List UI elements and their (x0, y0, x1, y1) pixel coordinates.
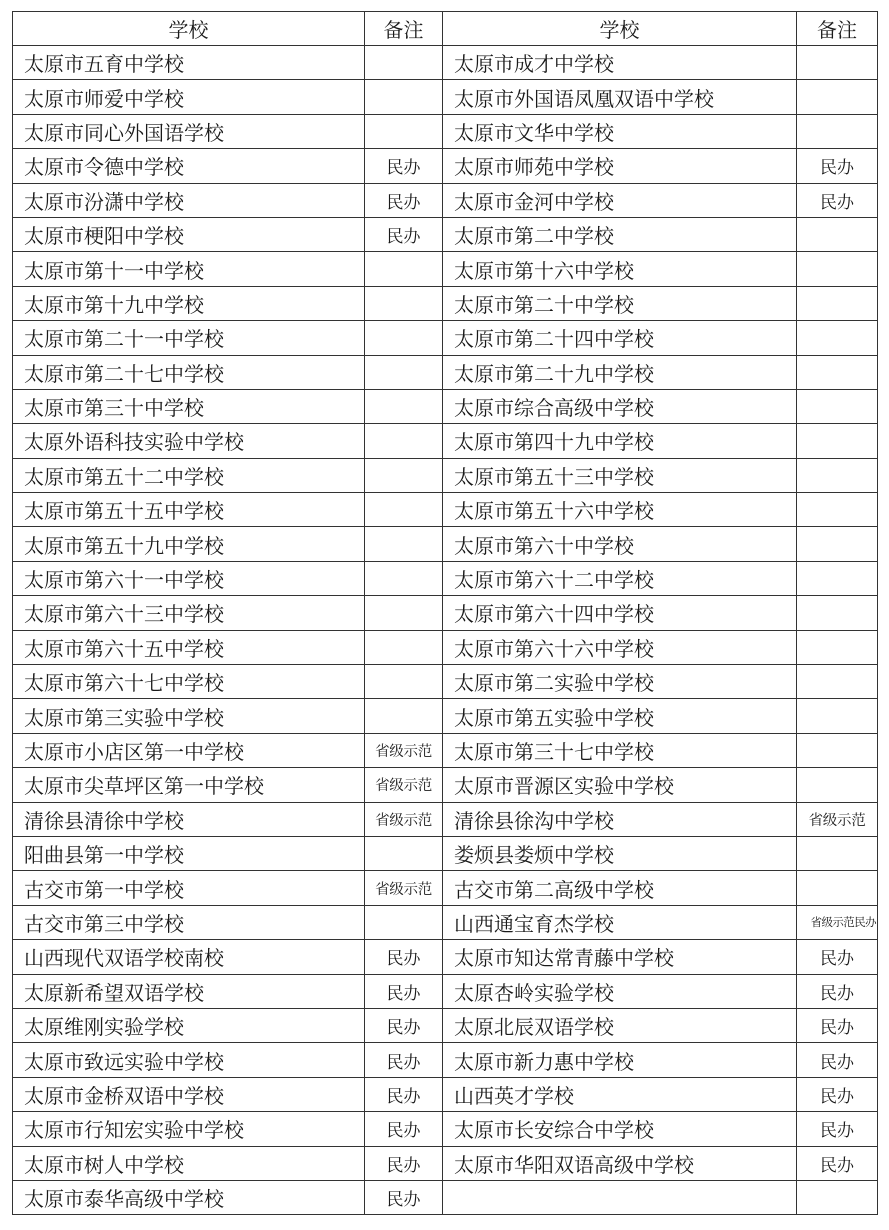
table-row (13, 46, 878, 80)
school-name-right: 太原杏岭实验学校 (443, 974, 797, 1008)
school-name-left: 太原市第六十五中学校 (13, 630, 365, 664)
school-name-right: 太原市第二中学校 (443, 217, 797, 251)
school-name-left: 太原市行知宏实验中学校 (13, 1112, 365, 1146)
note-left (365, 493, 443, 527)
header-note-left: 备注 (365, 12, 443, 46)
school-name-right: 太原市第六十中学校 (443, 527, 797, 561)
note-right (797, 630, 878, 664)
note-right: 民办 (797, 1043, 878, 1077)
note-right (797, 321, 878, 355)
note-right (797, 80, 878, 114)
school-name-left: 太原市第三实验中学校 (13, 699, 365, 733)
note-right (797, 871, 878, 905)
note-right (797, 493, 878, 527)
school-name-right: 太原市第二十九中学校 (443, 355, 797, 389)
school-name-right: 太原市第六十四中学校 (443, 596, 797, 630)
school-name-right: 山西通宝育杰学校 (443, 905, 797, 939)
note-left (365, 836, 443, 870)
table-row (13, 1146, 878, 1180)
note-left: 民办 (365, 974, 443, 1008)
table-row (13, 321, 878, 355)
note-right (797, 252, 878, 286)
note-right: 省级示范 (797, 802, 878, 836)
school-name-right: 太原市知达常青藤中学校 (443, 940, 797, 974)
note-left: 民办 (365, 940, 443, 974)
note-left (365, 80, 443, 114)
table-row (13, 527, 878, 561)
school-name-left: 太原市尖草坪区第一中学校 (13, 768, 365, 802)
school-name-left: 太原市令德中学校 (13, 149, 365, 183)
table-row (13, 355, 878, 389)
note-right: 民办 (797, 1112, 878, 1146)
table-row (13, 114, 878, 148)
school-name-right: 太原市师苑中学校 (443, 149, 797, 183)
note-right (797, 46, 878, 80)
note-left: 民办 (365, 1008, 443, 1042)
school-name-right: 太原市第六十六中学校 (443, 630, 797, 664)
note-right (797, 389, 878, 423)
school-name-left: 太原市五育中学校 (13, 46, 365, 80)
note-left: 民办 (365, 1043, 443, 1077)
table-row (13, 905, 878, 939)
school-name-left: 太原新希望双语学校 (13, 974, 365, 1008)
note-right (797, 596, 878, 630)
header-school-right: 学校 (443, 12, 797, 46)
table-row (13, 1112, 878, 1146)
school-name-left: 古交市第三中学校 (13, 905, 365, 939)
note-right (797, 699, 878, 733)
table-row (13, 1077, 878, 1111)
school-name-right: 太原市长安综合中学校 (443, 1112, 797, 1146)
table-row (13, 424, 878, 458)
school-name-right: 太原市第五十三中学校 (443, 458, 797, 492)
school-name-left: 太原维刚实验学校 (13, 1008, 365, 1042)
note-right: 民办 (797, 183, 878, 217)
school-name-right: 娄烦县娄烦中学校 (443, 836, 797, 870)
note-right: 民办 (797, 1008, 878, 1042)
school-name-left: 太原外语科技实验中学校 (13, 424, 365, 458)
note-right (797, 286, 878, 320)
table-row (13, 183, 878, 217)
note-left: 民办 (365, 1146, 443, 1180)
note-right (797, 527, 878, 561)
school-name-right: 太原市第五实验中学校 (443, 699, 797, 733)
school-name-right: 太原市成才中学校 (443, 46, 797, 80)
note-left (365, 561, 443, 595)
header-row (13, 12, 878, 46)
note-left (365, 665, 443, 699)
note-right (797, 733, 878, 767)
school-name-right: 太原市综合高级中学校 (443, 389, 797, 423)
school-name-left: 阳曲县第一中学校 (13, 836, 365, 870)
note-left (365, 114, 443, 148)
school-name-left: 太原市汾潇中学校 (13, 183, 365, 217)
table-row (13, 149, 878, 183)
table-row (13, 217, 878, 251)
table-row (13, 286, 878, 320)
school-list-sheet (12, 11, 878, 1215)
school-name-right: 太原市第五十六中学校 (443, 493, 797, 527)
school-name-left: 太原市第二十一中学校 (13, 321, 365, 355)
note-left (365, 252, 443, 286)
school-name-right: 太原市第四十九中学校 (443, 424, 797, 458)
school-name-right: 太原市第二实验中学校 (443, 665, 797, 699)
note-right (797, 458, 878, 492)
note-left: 省级示范 (365, 802, 443, 836)
note-right (797, 665, 878, 699)
school-name-right: 山西英才学校 (443, 1077, 797, 1111)
note-right: 民办 (797, 940, 878, 974)
note-right (797, 768, 878, 802)
school-name-left: 清徐县清徐中学校 (13, 802, 365, 836)
school-name-right: 太原市第二十中学校 (443, 286, 797, 320)
note-left (365, 527, 443, 561)
note-left: 省级示范 (365, 733, 443, 767)
school-name-left: 太原市同心外国语学校 (13, 114, 365, 148)
note-left (365, 699, 443, 733)
note-right (797, 836, 878, 870)
note-left (365, 905, 443, 939)
school-name-left: 太原市师爱中学校 (13, 80, 365, 114)
school-name-right: 太原北辰双语学校 (443, 1008, 797, 1042)
school-name-right: 太原市文华中学校 (443, 114, 797, 148)
note-right: 民办 (797, 1146, 878, 1180)
school-name-left: 山西现代双语学校南校 (13, 940, 365, 974)
note-left (365, 321, 443, 355)
table-row (13, 252, 878, 286)
table-row (13, 630, 878, 664)
school-name-right: 太原市新力惠中学校 (443, 1043, 797, 1077)
school-name-right: 太原市金河中学校 (443, 183, 797, 217)
note-left (365, 424, 443, 458)
note-left: 省级示范 (365, 768, 443, 802)
note-left: 民办 (365, 1112, 443, 1146)
note-left: 民办 (365, 1180, 443, 1214)
note-left (365, 389, 443, 423)
note-right: 民办 (797, 1077, 878, 1111)
school-name-left: 太原市第三十中学校 (13, 389, 365, 423)
note-right (797, 217, 878, 251)
school-name-left: 太原市第十一中学校 (13, 252, 365, 286)
note-left: 民办 (365, 1077, 443, 1111)
note-right: 民办 (797, 974, 878, 1008)
note-right (797, 114, 878, 148)
note-left (365, 46, 443, 80)
school-name-left: 太原市第六十七中学校 (13, 665, 365, 699)
school-name-left: 太原市致远实验中学校 (13, 1043, 365, 1077)
table-row (13, 699, 878, 733)
school-name-left: 太原市金桥双语中学校 (13, 1077, 365, 1111)
note-left (365, 355, 443, 389)
school-name-left: 古交市第一中学校 (13, 871, 365, 905)
note-right (797, 424, 878, 458)
table-row (13, 974, 878, 1008)
school-name-right: 清徐县徐沟中学校 (443, 802, 797, 836)
table-row (13, 493, 878, 527)
table-row (13, 458, 878, 492)
school-name-right: 太原市第六十二中学校 (443, 561, 797, 595)
school-name-right: 太原市外国语凤凰双语中学校 (443, 80, 797, 114)
note-left (365, 458, 443, 492)
table-row (13, 768, 878, 802)
table-row (13, 389, 878, 423)
school-name-left: 太原市第六十三中学校 (13, 596, 365, 630)
school-name-right: 古交市第二高级中学校 (443, 871, 797, 905)
school-name-right: 太原市晋源区实验中学校 (443, 768, 797, 802)
note-left: 民办 (365, 183, 443, 217)
note-left (365, 630, 443, 664)
school-name-left: 太原市小店区第一中学校 (13, 733, 365, 767)
school-name-left: 太原市梗阳中学校 (13, 217, 365, 251)
school-name-left: 太原市第五十五中学校 (13, 493, 365, 527)
note-right (797, 355, 878, 389)
table-row (13, 940, 878, 974)
school-table (12, 11, 878, 1215)
school-name-left: 太原市泰华高级中学校 (13, 1180, 365, 1214)
school-name-right: 太原市华阳双语高级中学校 (443, 1146, 797, 1180)
note-left: 省级示范 (365, 871, 443, 905)
note-right (797, 1180, 878, 1214)
table-row (13, 665, 878, 699)
school-name-left: 太原市第五十九中学校 (13, 527, 365, 561)
table-row (13, 836, 878, 870)
note-right (797, 561, 878, 595)
note-left (365, 596, 443, 630)
table-row (13, 802, 878, 836)
school-name-right: 太原市第三十七中学校 (443, 733, 797, 767)
header-school-left: 学校 (13, 12, 365, 46)
header-note-right: 备注 (797, 12, 878, 46)
school-name-left: 太原市第二十七中学校 (13, 355, 365, 389)
table-row (13, 1008, 878, 1042)
school-name-left: 太原市第五十二中学校 (13, 458, 365, 492)
table-body (13, 46, 878, 1215)
school-name-left: 太原市第十九中学校 (13, 286, 365, 320)
note-left (365, 286, 443, 320)
table-row (13, 733, 878, 767)
table-row (13, 561, 878, 595)
note-right: 民办 (797, 149, 878, 183)
table-row (13, 1043, 878, 1077)
note-left: 民办 (365, 149, 443, 183)
note-right: 省级示范民办 (797, 905, 878, 939)
table-row (13, 80, 878, 114)
school-name-right: 太原市第二十四中学校 (443, 321, 797, 355)
school-name-left: 太原市第六十一中学校 (13, 561, 365, 595)
table-row (13, 596, 878, 630)
school-name-right: 太原市第十六中学校 (443, 252, 797, 286)
school-name-left: 太原市树人中学校 (13, 1146, 365, 1180)
table-row (13, 871, 878, 905)
school-name-right (443, 1180, 797, 1214)
table-row (13, 1180, 878, 1214)
note-left: 民办 (365, 217, 443, 251)
